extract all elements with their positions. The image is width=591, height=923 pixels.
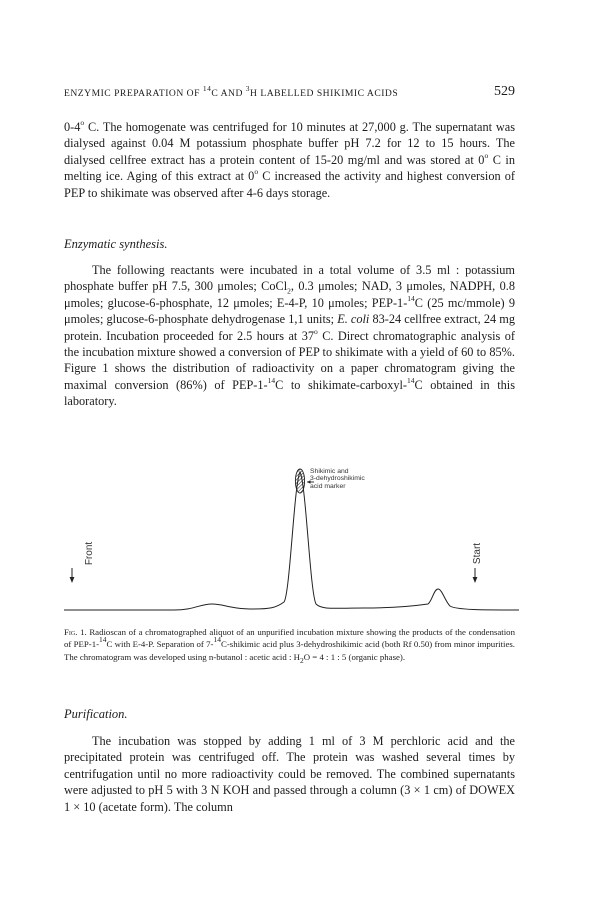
front-label: Front — [84, 541, 96, 566]
front-arrow-head — [70, 577, 75, 583]
page-number: 529 — [494, 84, 515, 99]
figure-caption: Fig. 1. Radioscan of a chromatographed aliquot of an unpurified incubation mixture showing the products of the condensation of PEP-1-$^{14}$C with E-4-P. Separation of 7-$^{14}$C-shikimic acid plus 3-dehydroshikimic acid (both Rf 0.50) from minor impurities. The chromatogram was developed using n-butanol : acetic acid : $H_2O = 4$ : 1 : 5 (organic phase). — [64, 627, 515, 665]
start-arrow-head — [473, 577, 478, 583]
radioactivity-trace — [64, 472, 519, 610]
section-heading-purification: Purification. — [64, 707, 128, 721]
paragraph-homogenate: 0-4$^o$ C. The homogenate was centrifuged for 10 minutes at 27,000 g. The supernatant was dialysed against 0.04 M potassium phosphate buffer pH 7.2 for 12 to 15 hours. The dialysed cellfree extract has a protein content of 15-20 mg/ml and was stored at 0$^o$ C in melting ice. Aging of this extract at 0$^o$ C increased the activity and highest conversion of PEP to shikimate was observed after 4-6 days storage. — [64, 117, 515, 200]
figure-caption-label: Fig. 1. — [64, 627, 87, 637]
running-head — [64, 84, 515, 104]
section-heading-enzymatic-synthesis: Enzymatic synthesis. — [64, 237, 168, 251]
figure-radioscan — [64, 464, 519, 624]
radioscan-plot — [64, 464, 519, 624]
marker-annotation: Shikimic and 3-dehydroshikimic acid marker — [310, 468, 365, 490]
paragraph-purification: The incubation was stopped by adding 1 ml of 3 M perchloric acid and the precipitated protein was centrifuged off. The protein was washed several times by centrifugation until no more radioactivity could be removed. The combined supernatants were adjusted to pH 5 with 3 N KOH and passed through a column (3 × 1 cm) of DOWEX 1 × 10 (acetate form). The column — [64, 734, 515, 814]
paragraph-enzymatic-synthesis: The following reactants were incubated in a total volume of 3.5 ml : potassium phosphate buffer pH 7.5, 300 μmoles; CoCl$_2$, 0.3 μmoles; NAD, 3 μmoles, NADPH, 0.8 μmoles; glucose-6-phosphate, 12 μmoles; E-4-P, 10 μmoles; PEP-1-$^{14}$C (25 mc/mmole) 9 μmoles; glucose-6-phosphate dehydrogenase 1,1 units; E. coli 83-24 cellfree extract, 24 mg protein. Incubation proceeded for 2.5 hours at 37$^o$ C. Direct chromatographic analysis of the incubation mixture showed a conversion of PEP to shikimate with a yield of 60 to 85%. Figure 1 shows the distribution of radioactivity on a paper chromatogram giving the maximal conversion (86%) of PEP-1-$^{14}$C to shikimate-carboxyl-$^{14}$C obtained in this laboratory. — [64, 263, 516, 409]
start-label: Start — [472, 542, 484, 565]
running-title: ENZYMIC PREPARATION OF $^{14}$C AND $^3$H LABELLED SHIKIMIC ACIDS — [64, 83, 399, 99]
